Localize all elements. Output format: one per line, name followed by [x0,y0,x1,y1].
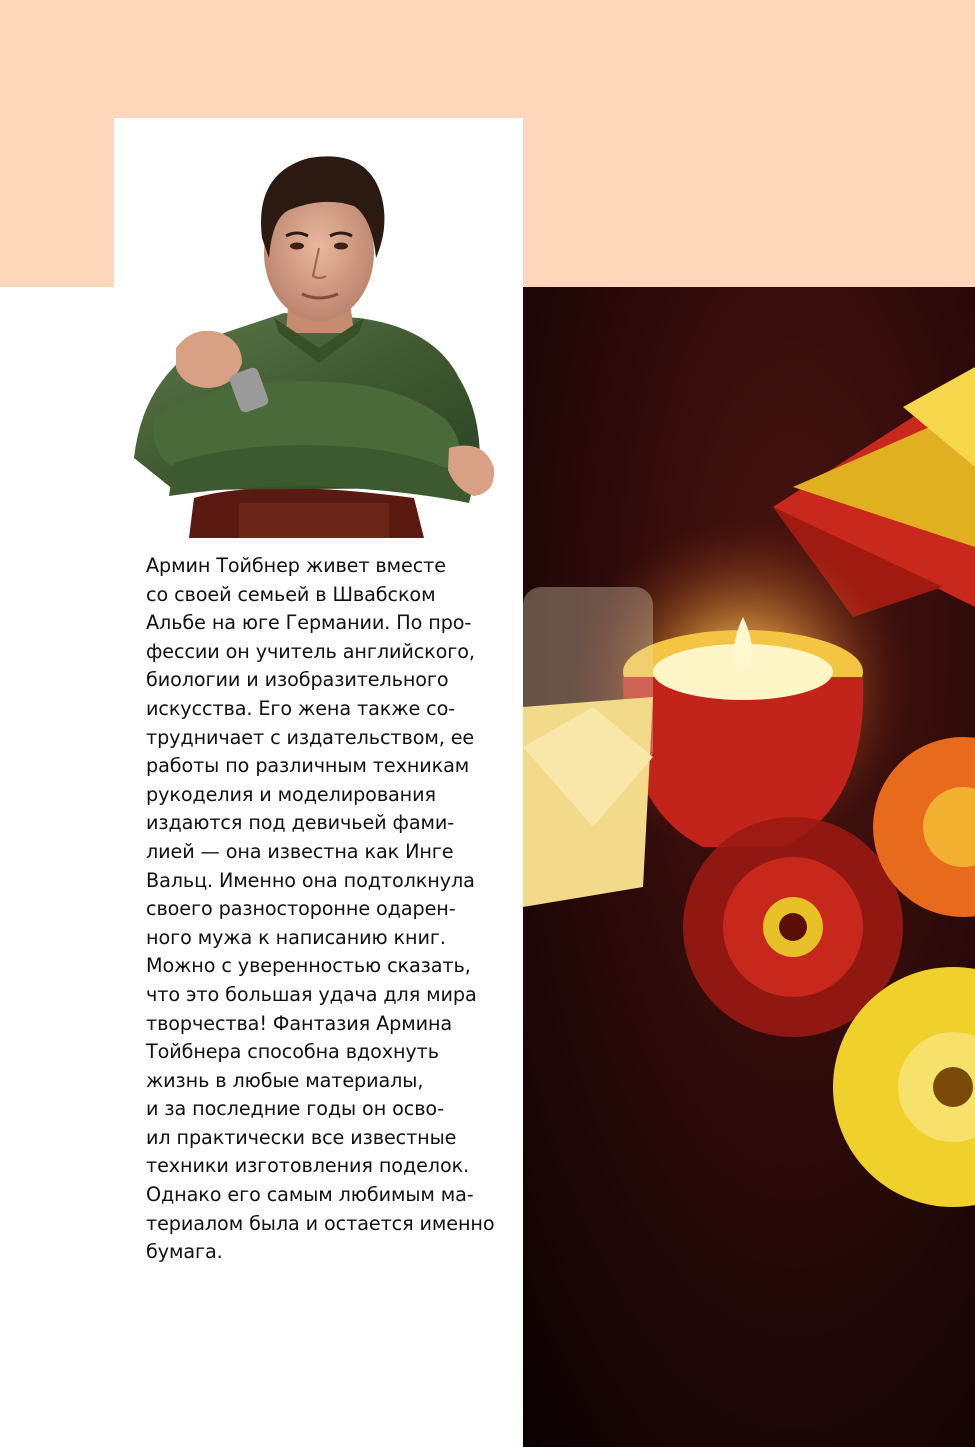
bio-line: издаются под девичьей фами- [146,811,455,835]
bio-line: Вальц. Именно она подтолкнула [146,868,475,892]
origami-flowers-illustration [523,287,975,1447]
author-portrait-photo [114,118,523,538]
bio-line: Армин Тойбнер живет вместе [146,554,446,577]
bio-line: жизнь в любые материалы, [146,1068,424,1092]
bio-line: Тойбнера способна вдохнуть [146,1040,439,1064]
author-biography [146,552,511,1267]
bio-line: Однако его самым любимым ма- [146,1183,474,1207]
bio-line: фессии он учитель английского, [146,639,475,663]
bio-line: и за последние годы он осво- [146,1097,444,1121]
bio-line: творчества! Фантазия Армина [146,1011,453,1035]
bio-line: со своей семьей в Швабском [146,582,436,606]
bio-line: техники изготовления поделок. [146,1154,470,1178]
bio-line: что это большая удача для мира [146,982,477,1006]
bio-line: биологии и изобразительного [146,668,449,692]
bio-line: Можно с уверенностью сказать, [146,954,471,978]
bio-line: лией — она известна как Инге [146,839,454,863]
bio-line: своего разносторонне одарен- [146,897,456,921]
bio-line: искусства. Его жена также со- [146,696,456,720]
glass-candle-jar [523,587,653,907]
bio-line: рукоделия и моделирования [146,782,436,806]
bio-line: ил практически все известные [146,1125,457,1149]
bio-line: бумага. [146,1240,223,1264]
bio-line: ного мужа к написанию книг. [146,925,446,949]
bio-line: трудничает с издательством, ее [146,725,475,749]
bio-line: териалом была и остается именно [146,1211,495,1235]
bio-line: Альбе на юге Германии. По про- [146,611,472,635]
origami-photo [523,287,975,1447]
bio-line: работы по различным техникам [146,754,470,778]
